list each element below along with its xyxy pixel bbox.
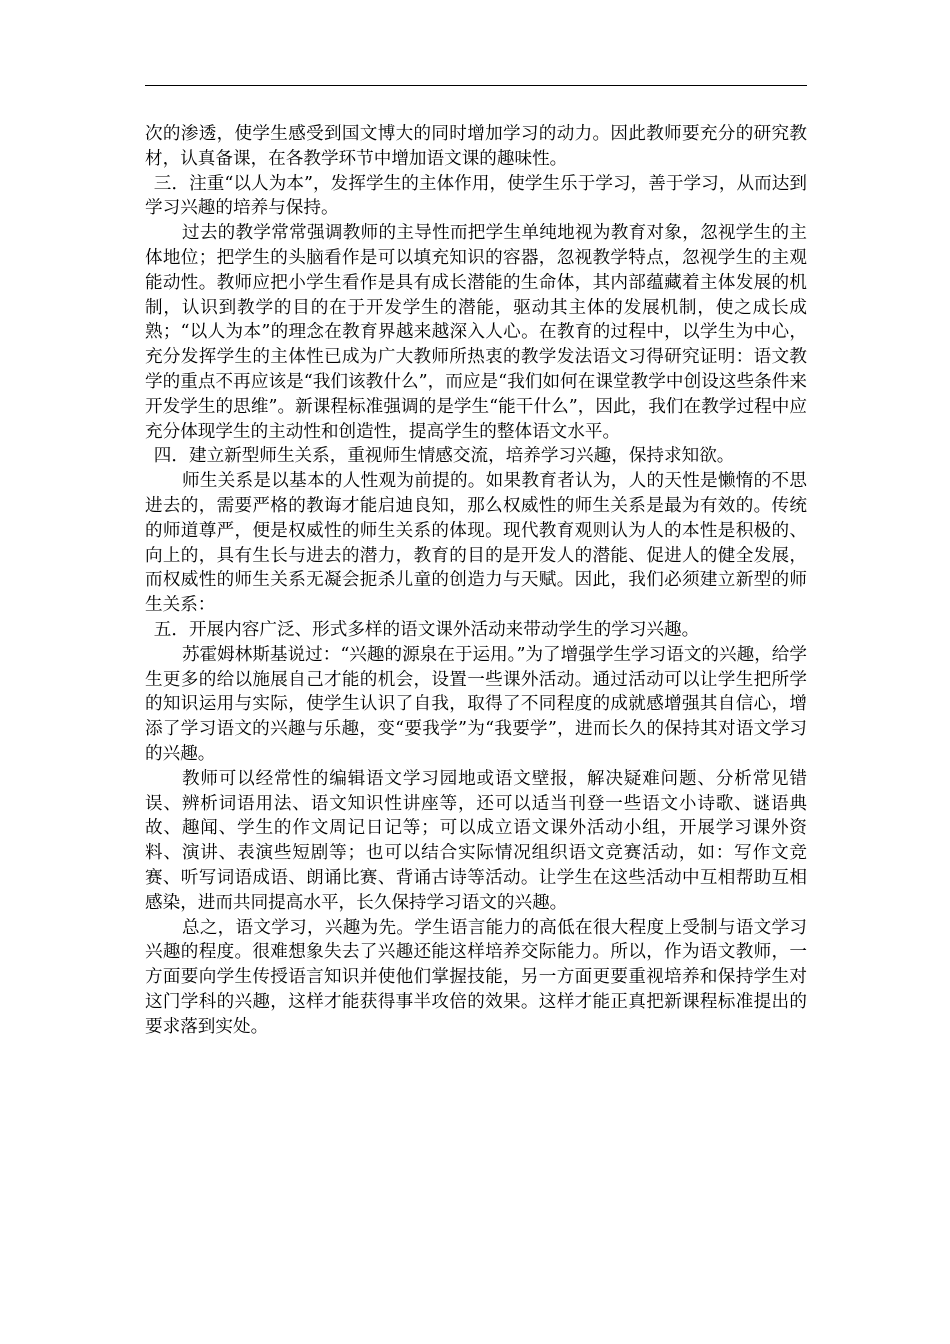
- document-body: [145, 122, 807, 1039]
- paragraph: 苏霍姆林斯基说过：“兴趣的源泉在于运用。”为了增强学生学习语文的兴趣，给学生更多的给以施展自己才能的机会，设置一些课外活动。通过活动可以让学生把所学的知识运用与实际，使学生认识了自我，取得了不同程度的成就感增强其自信心，增添了学习语文的兴趣与乐趣，变“要我学”为“我要学”，进而长久的保持其对语文学习的兴趣。: [145, 644, 807, 764]
- header-rule: [145, 85, 807, 86]
- paragraph: 师生关系是以基本的人性观为前提的。如果教育者认为，人的天性是懒惰的不思进去的，需要严格的教诲才能启迪良知，那么权威性的师生关系是最为有效的。传统的师道尊严，便是权威性的师生关系的体现。现代教育观则认为人的本性是积极的、向上的，具有生长与进去的潜力，教育的目的是开发人的潜能、促进人的健全发展，而权威性的师生关系无凝会扼杀儿童的创造力与天赋。因此，我们必须建立新型的师生关系：: [145, 471, 807, 616]
- paragraph: 教师可以经常性的编辑语文学习园地或语文壁报，解决疑难问题、分析常见错误、辨析词语用法、语文知识性讲座等，还可以适当刊登一些语文小诗歌、谜语典故、趣闻、学生的作文周记日记等；可以成立语文课外活动小组，开展学习课外资料、演讲、表演些短剧等；也可以结合实际情况组织语文竞赛活动，如：写作文竞赛、听写词语成语、朗诵比赛、背诵古诗等活动。让学生在这些活动中互相帮助互相感染，进而共同提高水平，长久保持学习语文的兴趣。: [145, 768, 807, 913]
- section-heading-3: 三．注重“以人为本”，发挥学生的主体作用，使学生乐于学习，善于学习，从而达到学习兴趣的培养与保持。: [145, 173, 807, 219]
- paragraph-continuation: 次的渗透，使学生感受到国文博大的同时增加学习的动力。因此教师要充分的研究教材，认真备课，在各教学环节中增加语文课的趣味性。: [145, 124, 807, 169]
- section-heading-5: 五．开展内容广泛、形式多样的语文课外活动来带动学生的学习兴趣。: [153, 619, 700, 640]
- paragraph-conclusion: 总之，语文学习，兴趣为先。学生语言能力的高低在很大程度上受制与语文学习兴趣的程度。很难想象失去了兴趣还能这样培养交际能力。所以，作为语文教师，一方面要向学生传授语言知识并使他们掌握技能，另一方面更要重视培养和保持学生对这门学科的兴趣，这样才能获得事半攻倍的效果。这样才能正真把新课程标准提出的要求落到实处。: [145, 917, 807, 1037]
- paragraph: 过去的教学常常强调教师的主导性而把学生单纯地视为教育对象，忽视学生的主体地位；把学生的头脑看作是可以填充知识的容器，忽视教学特点，忽视学生的主观能动性。教师应把小学生看作是具有成长潜能的生命体，其内部蕴藏着主体发展的机制，认识到教学的目的在于开发学生的潜能，驱动其主体的发展机制，使之成长成熟；“以人为本”的理念在教育界越来越深入人心。在教育的过程中，以学生为中心，充分发挥学生的主体性已成为广大教师所热衷的教学发法语文习得研究证明：语文教学的重点不再应该是“我们该教什么”，而应是“我们如何在课堂教学中创设这些条件来开发学生的思维”。新课程标准强调的是学生“能干什么”，因此，我们在教学过程中应充分体现学生的主动性和创造性，提高学生的整体语文水平。: [145, 223, 807, 442]
- section-heading-4: 四．建立新型师生关系，重视师生情感交流，培养学习兴趣，保持求知欲。: [153, 446, 735, 467]
